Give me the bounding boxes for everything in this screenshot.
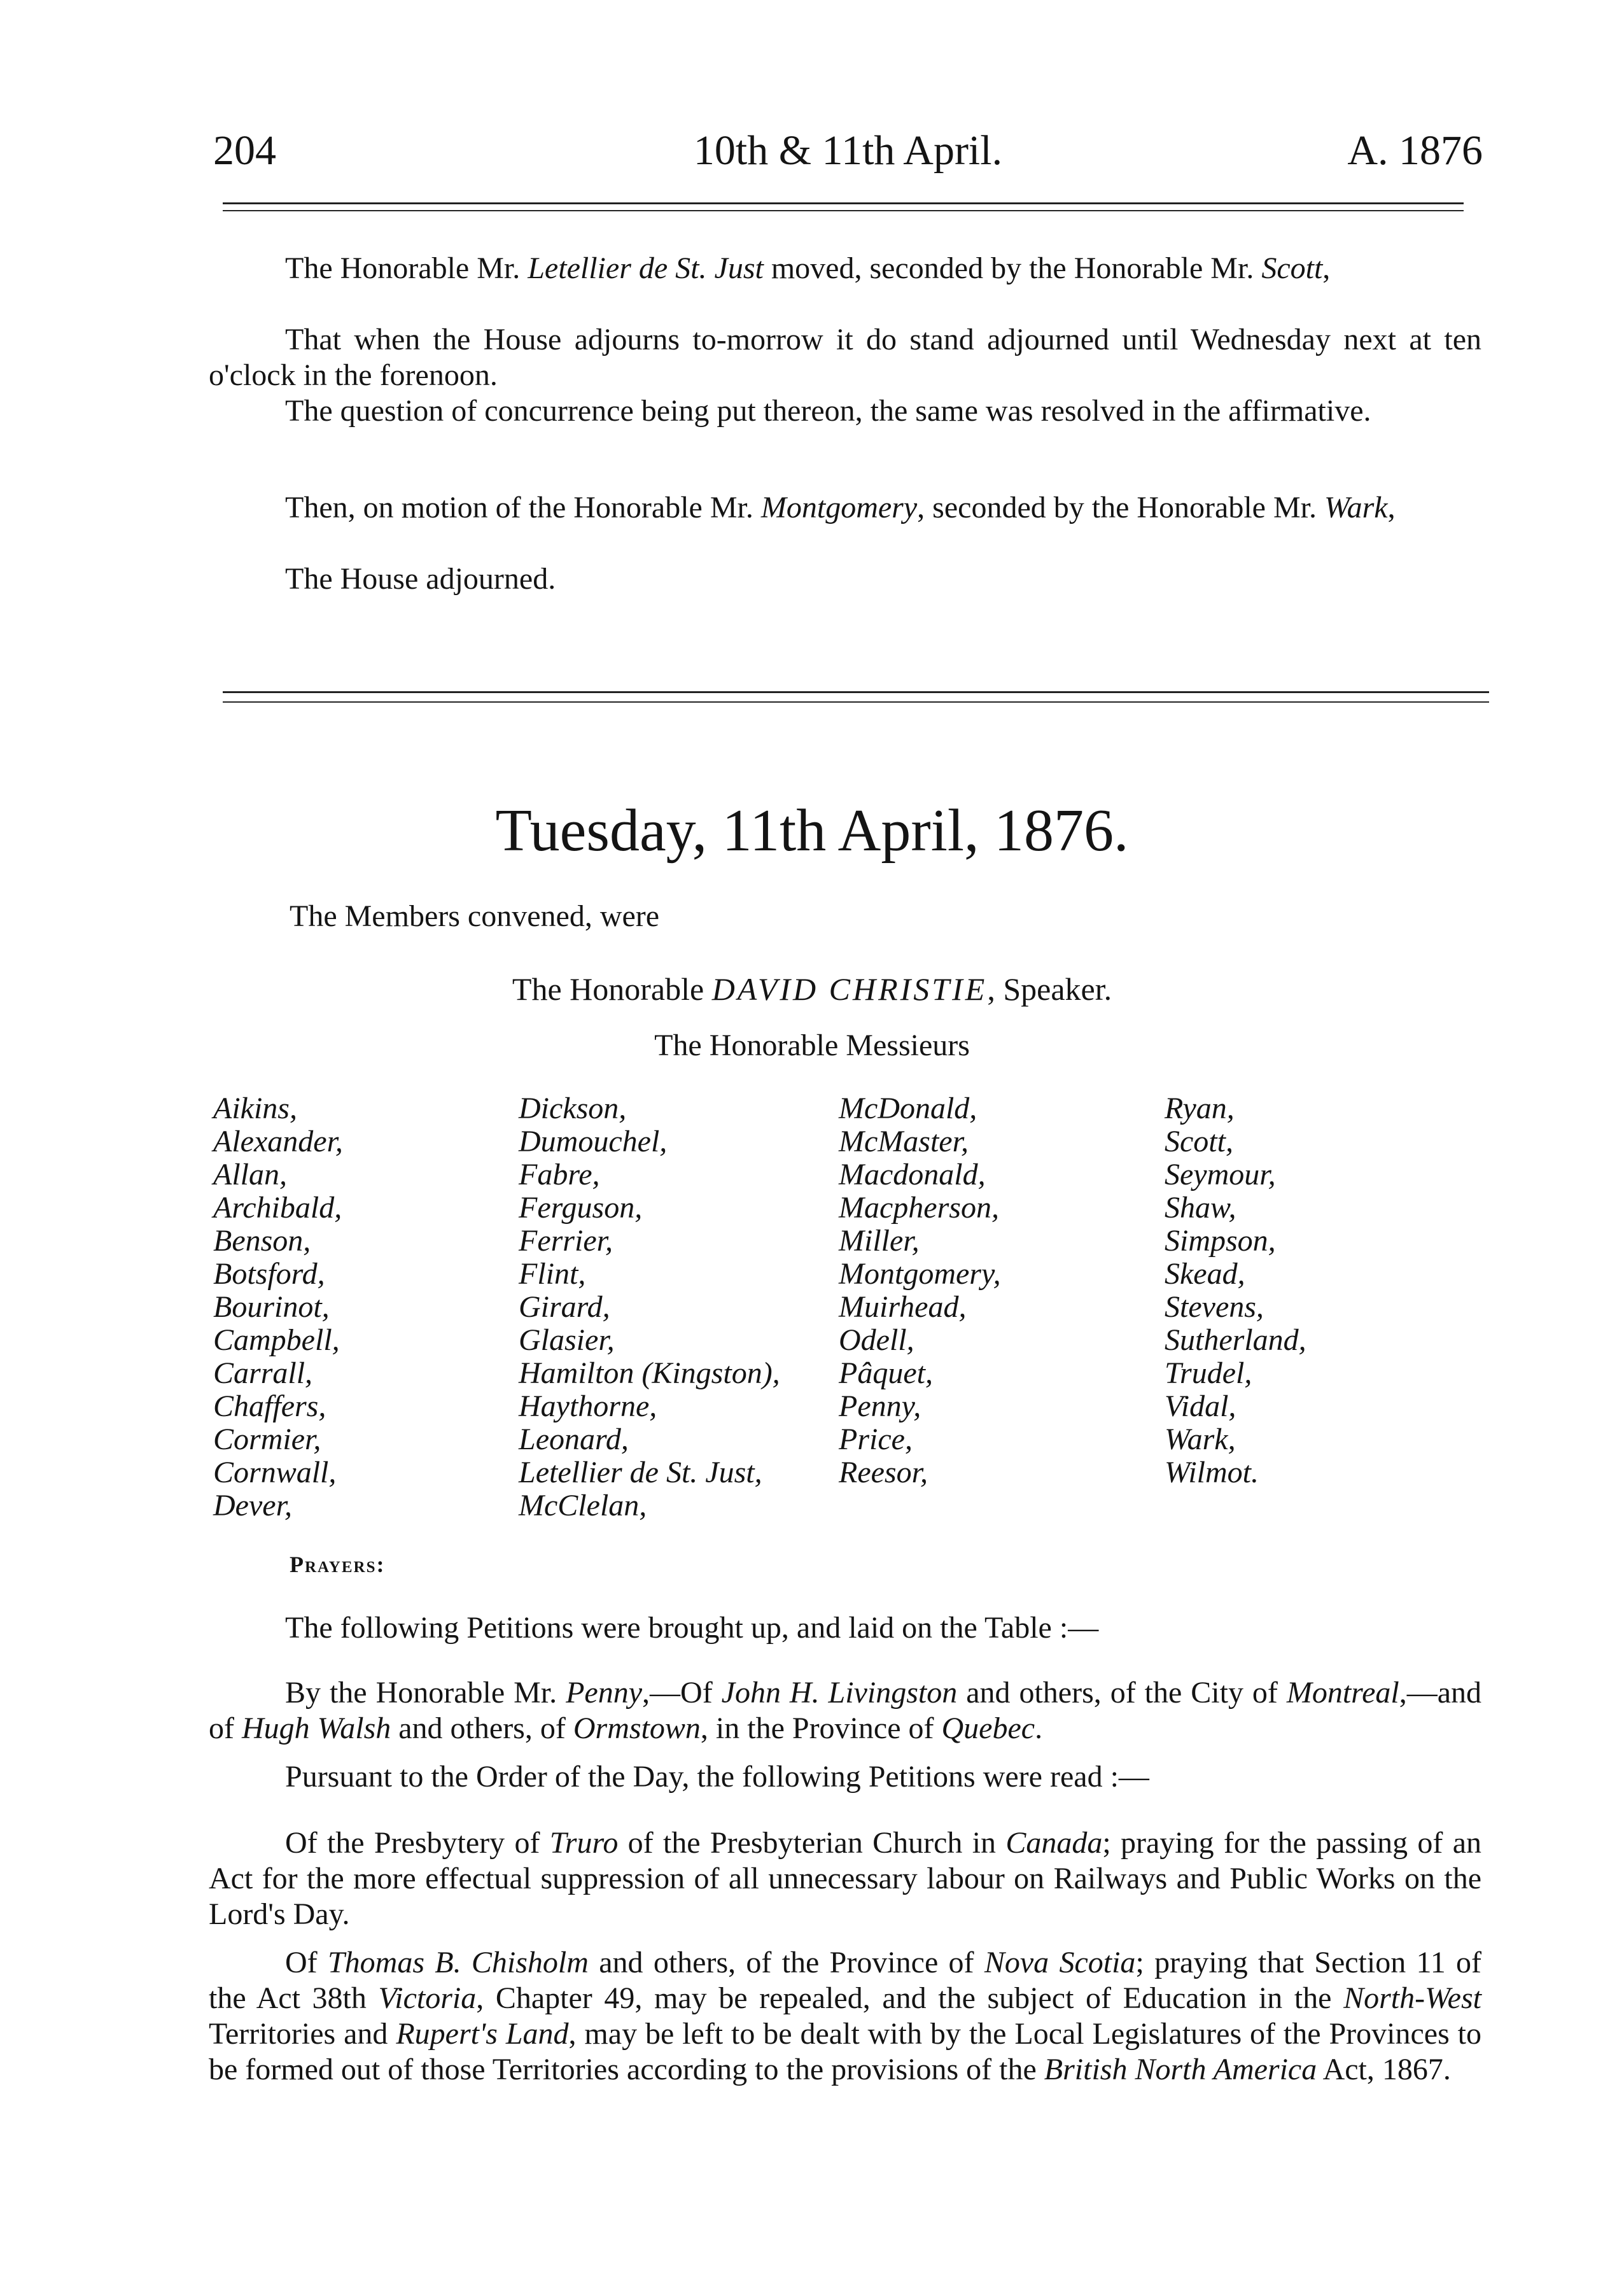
- member-name: Chaffers,: [213, 1389, 326, 1423]
- member-name: Fabre,: [519, 1158, 600, 1191]
- member-name: Alexander,: [213, 1125, 343, 1158]
- motion-adjourn-text: [209, 322, 1481, 393]
- member-name: Muirhead,: [839, 1290, 967, 1324]
- text-run: ,: [1387, 491, 1396, 524]
- member-name: Scott: [1261, 251, 1323, 285]
- member-name: Cornwall,: [213, 1456, 337, 1489]
- text-run: ; praying that Section 11 of the Act 38th: [209, 1946, 1482, 2015]
- member-name: Glasier,: [519, 1323, 615, 1357]
- member-name: Penny,: [839, 1389, 921, 1423]
- text-run: ; praying for the passing of an Act for the more effectual suppression of all unnecessary labour on Railways and Public Works on the Lord's Day.: [209, 1826, 1482, 1931]
- member-name: Wark,: [1165, 1422, 1236, 1456]
- petition-penny: [209, 1675, 1481, 1746]
- member-name: Ferrier,: [519, 1224, 613, 1258]
- motion-montgomery: [209, 490, 1481, 526]
- member-name: Scott,: [1165, 1125, 1233, 1158]
- member-name: Reesor,: [839, 1456, 928, 1489]
- text-run: By the Honorable Mr.: [285, 1676, 566, 1710]
- place-name: Canada: [1005, 1826, 1103, 1860]
- header-rule-top: [223, 202, 1464, 204]
- text-run: and others, of: [391, 1711, 573, 1745]
- header-year: A. 1876: [1347, 127, 1483, 174]
- petition-chisholm: [209, 1945, 1481, 2088]
- member-name: Letellier de St. Just,: [519, 1456, 762, 1489]
- member-name: Campbell,: [213, 1323, 340, 1357]
- place-name: Rupert's Land: [396, 2017, 569, 2051]
- day-title: Tuesday, 11th April, 1876.: [495, 797, 1129, 864]
- text-run: and others, of the Province of: [588, 1946, 984, 1979]
- member-name: Carrall,: [213, 1356, 313, 1390]
- member-name: Girard,: [519, 1290, 610, 1324]
- header-date: 10th & 11th April.: [693, 127, 1003, 174]
- text-run: The following Petitions were brought up, and laid on the Table :—: [285, 1611, 1099, 1645]
- text-run: Of the Presbytery of: [285, 1826, 550, 1860]
- member-name: Ferguson,: [519, 1191, 643, 1225]
- member-name: Sutherland,: [1165, 1323, 1306, 1357]
- running-header: [213, 122, 1483, 179]
- member-name: Montgomery,: [839, 1257, 1001, 1291]
- text-run: ,—Of: [642, 1676, 722, 1710]
- text-run: Territories and: [209, 2017, 396, 2051]
- member-name: Dever,: [213, 1489, 292, 1522]
- member-name: Ryan,: [1165, 1092, 1235, 1125]
- act-name: British North America: [1044, 2053, 1317, 2086]
- place-name: Montreal: [1286, 1676, 1399, 1710]
- page-number: 204: [213, 127, 276, 174]
- house-adjourned: [209, 561, 1481, 597]
- motion-concurrence: [209, 393, 1481, 429]
- member-name: McDonald,: [839, 1092, 977, 1125]
- text-run: The question of concurrence being put thereon, the same was resolved in the affirmative.: [285, 394, 1371, 428]
- text-run: ,—and of: [209, 1676, 1482, 1745]
- text-run: The House adjourned.: [285, 562, 556, 596]
- member-name: Benson,: [213, 1224, 311, 1258]
- petitioner-name: Thomas B. Chisholm: [327, 1946, 589, 1979]
- member-name: Flint,: [519, 1257, 586, 1291]
- act-name: Victoria: [378, 1981, 477, 2015]
- member-name: Skead,: [1165, 1257, 1245, 1291]
- text-run: , Speaker.: [987, 971, 1112, 1007]
- text-run: Of: [285, 1946, 328, 1979]
- prayers-heading: Prayers:: [290, 1552, 386, 1577]
- place-name: Ormstown: [573, 1711, 701, 1745]
- member-name: Leonard,: [519, 1422, 629, 1456]
- member-name: Bourinot,: [213, 1290, 330, 1324]
- member-name: Haythorne,: [519, 1389, 657, 1423]
- text-run: ,: [1322, 251, 1331, 285]
- member-name: Macpherson,: [839, 1191, 999, 1225]
- place-name: Quebec: [941, 1711, 1035, 1745]
- member-name: Letellier de St. Just: [528, 251, 764, 285]
- member-name: Cormier,: [213, 1422, 321, 1456]
- member-name: Stevens,: [1165, 1290, 1264, 1324]
- text-run: , may be left to be dealt with by the Local Legislatures of the Provinces to be formed out of those Territories according to the provisions of the: [209, 2017, 1482, 2086]
- motion-letellier: [209, 251, 1481, 286]
- text-run: Pursuant to the Order of the Day, the following Petitions were read :—: [285, 1760, 1149, 1794]
- member-name: Simpson,: [1165, 1224, 1276, 1258]
- text-run: The Honorable Mr.: [285, 251, 528, 285]
- member-name: Penny: [566, 1676, 643, 1710]
- member-name: Dickson,: [519, 1092, 627, 1125]
- members-convened: [290, 899, 1435, 934]
- text-run: , in the Province of: [700, 1711, 942, 1745]
- member-name: Miller,: [839, 1224, 920, 1258]
- member-name: Shaw,: [1165, 1191, 1236, 1225]
- member-name: Allan,: [213, 1158, 287, 1191]
- member-name: Price,: [839, 1422, 913, 1456]
- members-column-2: [519, 1092, 780, 1522]
- section-rule-bottom: [223, 701, 1489, 703]
- place-name: Truro: [549, 1826, 619, 1860]
- messieurs-heading: The Honorable Messieurs: [654, 1029, 970, 1062]
- text-run: The Honorable: [512, 971, 712, 1007]
- member-name: Seymour,: [1165, 1158, 1276, 1191]
- member-name: Wark: [1324, 491, 1388, 524]
- members-column-1: [213, 1092, 343, 1522]
- text-run: Act, 1867.: [1317, 2053, 1451, 2086]
- member-name: Montgomery: [760, 491, 918, 524]
- member-name: Trudel,: [1165, 1356, 1252, 1390]
- text-run: , Chapter 49, may be repealed, and the subject of Education in the: [476, 1981, 1344, 2015]
- member-name: Botsford,: [213, 1257, 325, 1291]
- members-column-4: [1165, 1092, 1306, 1489]
- member-name: Pâquet,: [839, 1356, 933, 1390]
- member-name: Odell,: [839, 1323, 914, 1357]
- petitions-intro: [209, 1610, 1481, 1646]
- order-of-day: [209, 1759, 1481, 1795]
- petition-truro: [209, 1825, 1481, 1932]
- member-name: Wilmot.: [1165, 1456, 1259, 1489]
- member-name: Aikins,: [213, 1092, 297, 1125]
- member-name: McMaster,: [839, 1125, 969, 1158]
- member-name: McClelan,: [519, 1489, 647, 1522]
- text-run: That when the House adjourns to-morrow it do stand adjourned until Wednesday next at ten o'clock in the forenoon.: [209, 323, 1481, 392]
- members-column-3: [839, 1092, 1001, 1489]
- petitioner-name: Hugh Walsh: [241, 1711, 391, 1745]
- speaker-name: DAVID CHRISTIE: [711, 971, 988, 1007]
- member-name: Hamilton (Kingston),: [519, 1356, 780, 1390]
- member-name: Dumouchel,: [519, 1125, 668, 1158]
- text-run: of the Presbyterian Church in: [618, 1826, 1006, 1860]
- text-run: and others, of the City of: [957, 1676, 1287, 1710]
- section-rule-top: [223, 691, 1489, 693]
- member-name: Archibald,: [213, 1191, 342, 1225]
- member-name: Macdonald,: [839, 1158, 986, 1191]
- member-name: Vidal,: [1165, 1389, 1236, 1423]
- place-name: North-West: [1343, 1981, 1481, 2015]
- text-run: , seconded by the Honorable Mr.: [917, 491, 1324, 524]
- header-rule-bottom: [223, 210, 1464, 211]
- place-name: Nova Scotia: [984, 1946, 1136, 1979]
- petitioner-name: John H. Livingston: [721, 1676, 958, 1710]
- speaker-line: [0, 970, 1624, 1008]
- text-run: moved, seconded by the Honorable Mr.: [763, 251, 1262, 285]
- text-run: Then, on motion of the Honorable Mr.: [285, 491, 761, 524]
- text-run: .: [1035, 1711, 1043, 1745]
- text-run: The Members convened, were: [290, 899, 660, 933]
